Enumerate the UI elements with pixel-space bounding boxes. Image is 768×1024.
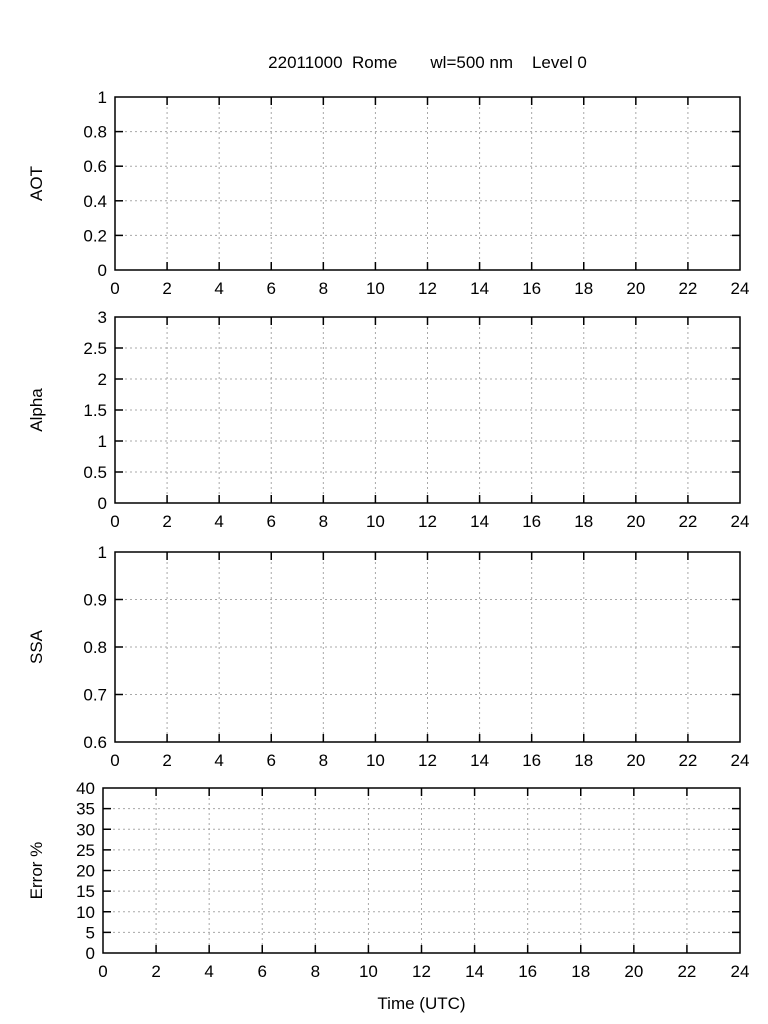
x-tick-label: 18 xyxy=(574,512,594,531)
x-tick-label: 6 xyxy=(266,279,276,298)
y-tick-label: 20 xyxy=(76,861,95,881)
y-tick-label: 3 xyxy=(97,308,107,327)
x-tick-label: 20 xyxy=(626,279,646,298)
x-tick-label: 18 xyxy=(574,279,594,298)
y-tick-label: 2 xyxy=(97,370,107,389)
x-tick-label: 0 xyxy=(110,279,120,298)
x-tick-label: 0 xyxy=(110,512,120,531)
x-tick-label: 14 xyxy=(465,962,485,981)
x-tick-label: 22 xyxy=(678,279,698,298)
x-tick-label: 6 xyxy=(266,512,276,531)
y-tick-label: 0 xyxy=(97,494,107,513)
x-tick-label: 16 xyxy=(518,962,538,981)
panel-aot xyxy=(27,88,749,298)
y-axis-title-alpha: Alpha xyxy=(27,388,46,432)
y-tick-label: 0 xyxy=(85,944,95,963)
x-tick-label: 16 xyxy=(522,751,542,770)
x-tick-label: 4 xyxy=(214,279,224,298)
x-tick-label: 22 xyxy=(678,751,698,770)
panel-alpha xyxy=(27,308,749,531)
x-tick-label: 12 xyxy=(418,279,437,298)
x-tick-label: 24 xyxy=(730,512,750,531)
panel-ssa xyxy=(27,543,749,770)
x-tick-label: 20 xyxy=(626,751,646,770)
y-tick-label: 1 xyxy=(97,88,107,107)
x-tick-label: 4 xyxy=(204,962,214,981)
y-axis-title-aot: AOT xyxy=(27,166,46,201)
y-tick-label: 40 xyxy=(76,779,95,798)
x-tick-label: 12 xyxy=(418,751,437,770)
x-tick-label: 14 xyxy=(470,512,490,531)
y-tick-label: 0 xyxy=(97,261,107,280)
x-tick-label: 24 xyxy=(730,962,750,981)
x-tick-label: 4 xyxy=(214,751,224,770)
y-tick-label: 2.5 xyxy=(83,339,107,358)
x-tick-label: 14 xyxy=(470,751,490,770)
x-tick-label: 10 xyxy=(365,751,385,770)
x-tick-label: 18 xyxy=(571,962,591,981)
x-tick-label: 8 xyxy=(318,751,329,770)
x-tick-label: 10 xyxy=(365,279,385,298)
x-tick-label: 24 xyxy=(730,751,750,770)
y-tick-label: 0.7 xyxy=(83,685,107,705)
y-tick-label: 0.8 xyxy=(83,122,107,142)
x-tick-label: 20 xyxy=(624,962,644,981)
x-tick-label: 18 xyxy=(574,751,594,770)
y-axis-title-ssa: SSA xyxy=(27,629,46,665)
y-tick-label: 1 xyxy=(97,432,107,451)
x-tick-label: 12 xyxy=(418,512,437,531)
y-tick-label: 0.9 xyxy=(83,590,107,610)
x-tick-label: 2 xyxy=(162,279,172,298)
x-tick-label: 6 xyxy=(257,962,267,981)
y-tick-label: 5 xyxy=(85,923,95,943)
x-tick-label: 0 xyxy=(110,751,120,770)
y-tick-label: 35 xyxy=(76,799,95,819)
y-tick-label: 0.6 xyxy=(83,733,107,752)
x-tick-label: 4 xyxy=(214,512,224,531)
y-tick-label: 0.6 xyxy=(83,157,107,177)
x-tick-label: 2 xyxy=(162,751,172,770)
x-tick-label: 22 xyxy=(678,512,698,531)
x-tick-label: 10 xyxy=(365,512,385,531)
x-tick-label: 12 xyxy=(412,962,431,981)
x-tick-label: 22 xyxy=(677,962,697,981)
x-axis-title: Time (UTC) xyxy=(377,994,466,1013)
x-tick-label: 2 xyxy=(151,962,161,981)
x-tick-label: 2 xyxy=(162,512,172,531)
x-tick-label: 20 xyxy=(626,512,646,531)
y-tick-label: 15 xyxy=(76,882,95,902)
x-tick-label: 16 xyxy=(522,279,542,298)
y-axis-title-error-pct: Error % xyxy=(27,841,46,900)
panel-error-pct xyxy=(27,779,749,981)
y-tick-label: 0.2 xyxy=(83,226,107,246)
y-tick-label: 25 xyxy=(76,840,95,860)
x-tick-label: 24 xyxy=(730,279,750,298)
y-tick-label: 30 xyxy=(76,820,95,840)
y-tick-label: 1 xyxy=(97,543,107,562)
x-tick-label: 8 xyxy=(310,962,321,981)
x-tick-label: 0 xyxy=(98,962,108,981)
y-tick-label: 10 xyxy=(76,902,95,922)
x-tick-label: 16 xyxy=(522,512,542,531)
x-tick-label: 10 xyxy=(358,962,378,981)
chart-title: 22011000 Rome wl=500 nm Level 0 xyxy=(268,53,587,72)
y-tick-label: 0.8 xyxy=(83,638,107,657)
y-tick-label: 0.5 xyxy=(83,463,107,482)
x-tick-label: 8 xyxy=(318,279,329,298)
x-tick-label: 6 xyxy=(266,751,276,770)
x-tick-label: 14 xyxy=(470,279,490,298)
y-tick-label: 1.5 xyxy=(83,401,107,420)
x-tick-label: 8 xyxy=(318,512,329,531)
y-tick-label: 0.4 xyxy=(83,191,107,211)
